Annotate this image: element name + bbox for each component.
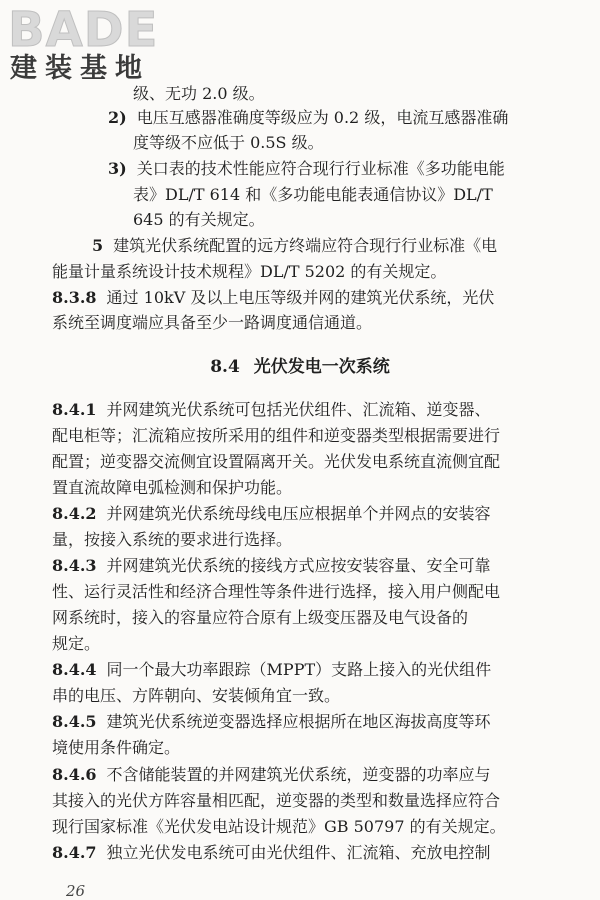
text-line: 系统至调度端应具备至少一路调度通信通道。 — [52, 313, 373, 332]
text-line: 网系统时，接入的容量应符合原有上级变压器及电气设备的 — [52, 608, 469, 627]
clause-item: 8.4.2 并网建筑光伏系统母线电压应根据单个并网点的安装容 — [52, 504, 491, 523]
clause-item: 8.4.7 独立光伏发电系统可由光伏组件、汇流箱、充放电控制 — [52, 843, 491, 862]
text-line: 配电柜等；汇流箱应按所采用的组件和逆变器类型根据需要进行 — [52, 426, 501, 445]
text-line: 量，按接入系统的要求进行选择。 — [52, 530, 293, 549]
clause-number: 8.4.6 — [52, 765, 97, 784]
item-number: 5 — [92, 236, 104, 255]
text-line: 其接入的光伏方阵容量相匹配，逆变器的类型和数量选择应符合 — [52, 791, 501, 810]
text-line: 串的电压、方阵朝向、安装倾角宜一致。 — [52, 686, 341, 705]
clause-item: 8.4.1 并网建筑光伏系统可包括光伏组件、汇流箱、逆变器、 — [52, 400, 491, 419]
text-line: 规定。 — [52, 634, 101, 653]
clause-number: 8.4.5 — [52, 712, 97, 731]
clause-item: 8.4.4 同一个最大功率跟踪（MPPT）支路上接入的光伏组件 — [52, 660, 492, 679]
watermark-logo — [8, 4, 188, 84]
list-item: 3) 关口表的技术性能应符合现行行业标准《多功能电能 — [108, 159, 505, 178]
item-number: 3) — [108, 159, 127, 178]
text-line: 性、运行灵活性和经济合理性等条件进行选择，接入用户侧配电 — [52, 582, 501, 601]
logo-text: BADE — [8, 2, 159, 58]
clause-item: 8.4.5 建筑光伏系统逆变器选择应根据所在地区海拔高度等环 — [52, 712, 491, 731]
text-line: 境使用条件确定。 — [52, 738, 181, 757]
text-line: 能量计量系统设计技术规程》DL/T 5202 的有关规定。 — [52, 262, 447, 281]
text-line: 现行国家标准《光伏发电站设计规范》GB 50797 的有关规定。 — [52, 817, 506, 836]
clause-item: 8.4.6 不含储能装置的并网建筑光伏系统，逆变器的功率应与 — [52, 765, 491, 784]
section-number: 8.4 — [210, 357, 240, 377]
text-line: 配置；逆变器交流侧宜设置隔离开关。光伏发电系统直流侧宜配 — [52, 452, 501, 471]
text-line: 645 的有关规定。 — [133, 210, 265, 229]
text-line: 级、无功 2.0 级。 — [133, 84, 265, 103]
clause-number: 8.3.8 — [52, 288, 97, 307]
list-item: 2) 电压互感器准确度等级应为 0.2 级，电流互感器准确 — [108, 108, 509, 127]
item-number: 2) — [108, 108, 127, 127]
text-line: 表》DL/T 614 和《多功能电能表通信协议》DL/T — [133, 185, 493, 204]
clause-item: 8.3.8 通过 10kV 及以上电压等级并网的建筑光伏系统，光伏 — [52, 288, 495, 307]
text-line: 置直流故障电弧检测和保护功能。 — [52, 478, 293, 497]
clause-item: 8.4.3 并网建筑光伏系统的接线方式应按安装容量、安全可靠 — [52, 556, 491, 575]
clause-item: 5 建筑光伏系统配置的远方终端应符合现行行业标准《电 — [92, 236, 498, 255]
clause-number: 8.4.7 — [52, 843, 97, 862]
clause-number: 8.4.2 — [52, 504, 97, 523]
clause-number: 8.4.3 — [52, 556, 97, 575]
clause-number: 8.4.1 — [52, 400, 97, 419]
text-line: 度等级不应低于 0.5S 级。 — [133, 133, 324, 152]
section-title: 光伏发电一次系统 — [253, 357, 390, 377]
clause-number: 8.4.4 — [52, 660, 97, 679]
section-heading — [0, 355, 600, 379]
logo-subtitle: 建装基地 — [10, 53, 150, 84]
page-number: 26 — [66, 882, 86, 900]
